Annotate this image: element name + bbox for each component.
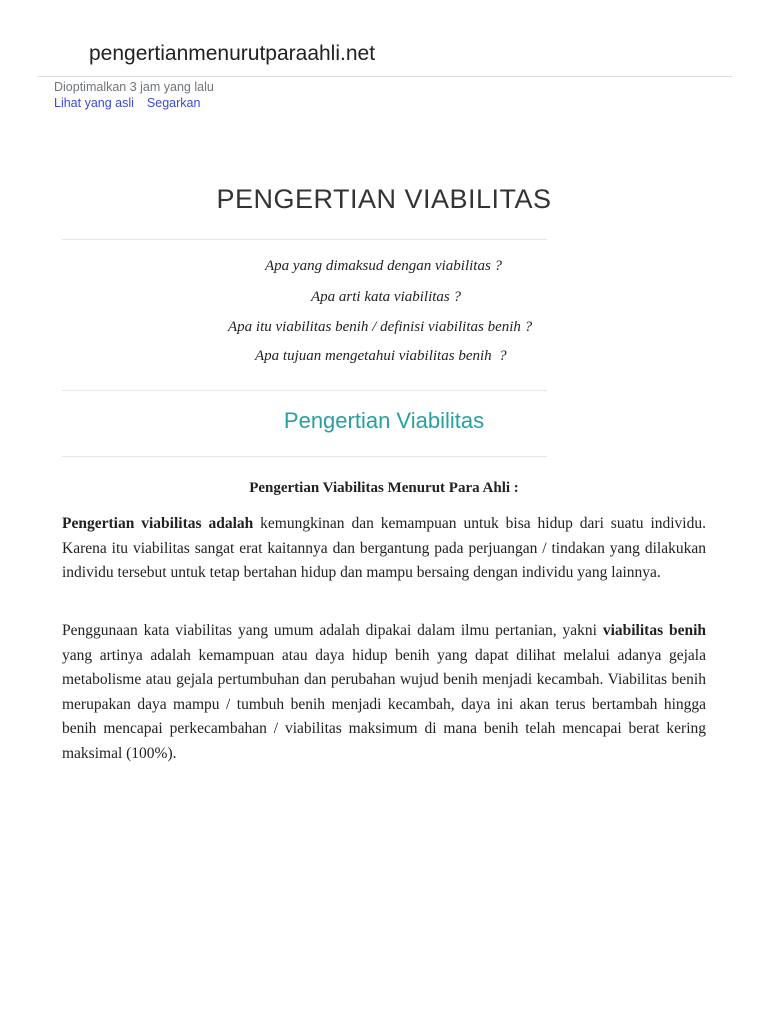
divider-bottom <box>62 456 547 457</box>
question-item: Apa tujuan mengetahui viabilitas benih ? <box>255 348 507 364</box>
question-item: Apa yang dimaksud dengan viabilitas ? <box>265 258 503 274</box>
term-bold: viabilitas benih <box>602 622 706 639</box>
section-heading: Pengertian Viabilitas <box>283 408 485 433</box>
paragraph-text: kemungkinan dan kemampuan untuk bisa hidup dari suatu individu. Karena itu viabilitas sangat erat kaitannya dan bergantung pada perjuangan / tindakan yang dilakukan individu tersebut untuk tetap bertahan hidup dan mampu bersaing dengan individu yang lainnya. <box>62 515 706 581</box>
optimized-timestamp: Dioptimalkan 3 jam yang lalu <box>54 80 214 94</box>
header-links <box>54 96 200 110</box>
paragraph-definition <box>62 512 706 586</box>
question-item: Apa itu viabilitas benih / definisi viabilitas benih ? <box>228 319 533 335</box>
header-divider <box>38 76 732 77</box>
site-title-link[interactable]: pengertianmenurutparaahli.net <box>89 42 376 65</box>
term-bold: Pengertian viabilitas adalah <box>62 515 254 532</box>
question-item: Apa arti kata viabilitas ? <box>311 289 461 305</box>
refresh-link[interactable]: Segarkan <box>146 96 201 110</box>
paragraph-text: Penggunaan kata viabilitas yang umum adalah dipakai dalam ilmu pertanian, yakni <box>62 622 603 639</box>
sub-heading: Pengertian Viabilitas Menurut Para Ahli : <box>249 480 519 496</box>
view-original-link[interactable]: Lihat yang asli <box>54 96 134 110</box>
paragraph-text: yang artinya adalah kemampuan atau daya hidup benih yang dapat dilihat melalui adanya gejala metabolisme atau gejala pertumbuhan dan perubahan wujud benih menjadi kecambah. Viabilitas benih merupakan daya mampu / tumbuh benih menjadi kecambah, daya ini akan terus bertambah hingga benih mencapai perkecambahan / viabilitas maksimum di mana benih telah mencapai berat kering maksimal (100%). <box>62 646 706 762</box>
divider-top <box>62 239 547 240</box>
divider-middle <box>62 390 547 391</box>
paragraph-usage <box>62 619 706 766</box>
page-title: PENGERTIAN VIABILITAS <box>216 184 552 214</box>
